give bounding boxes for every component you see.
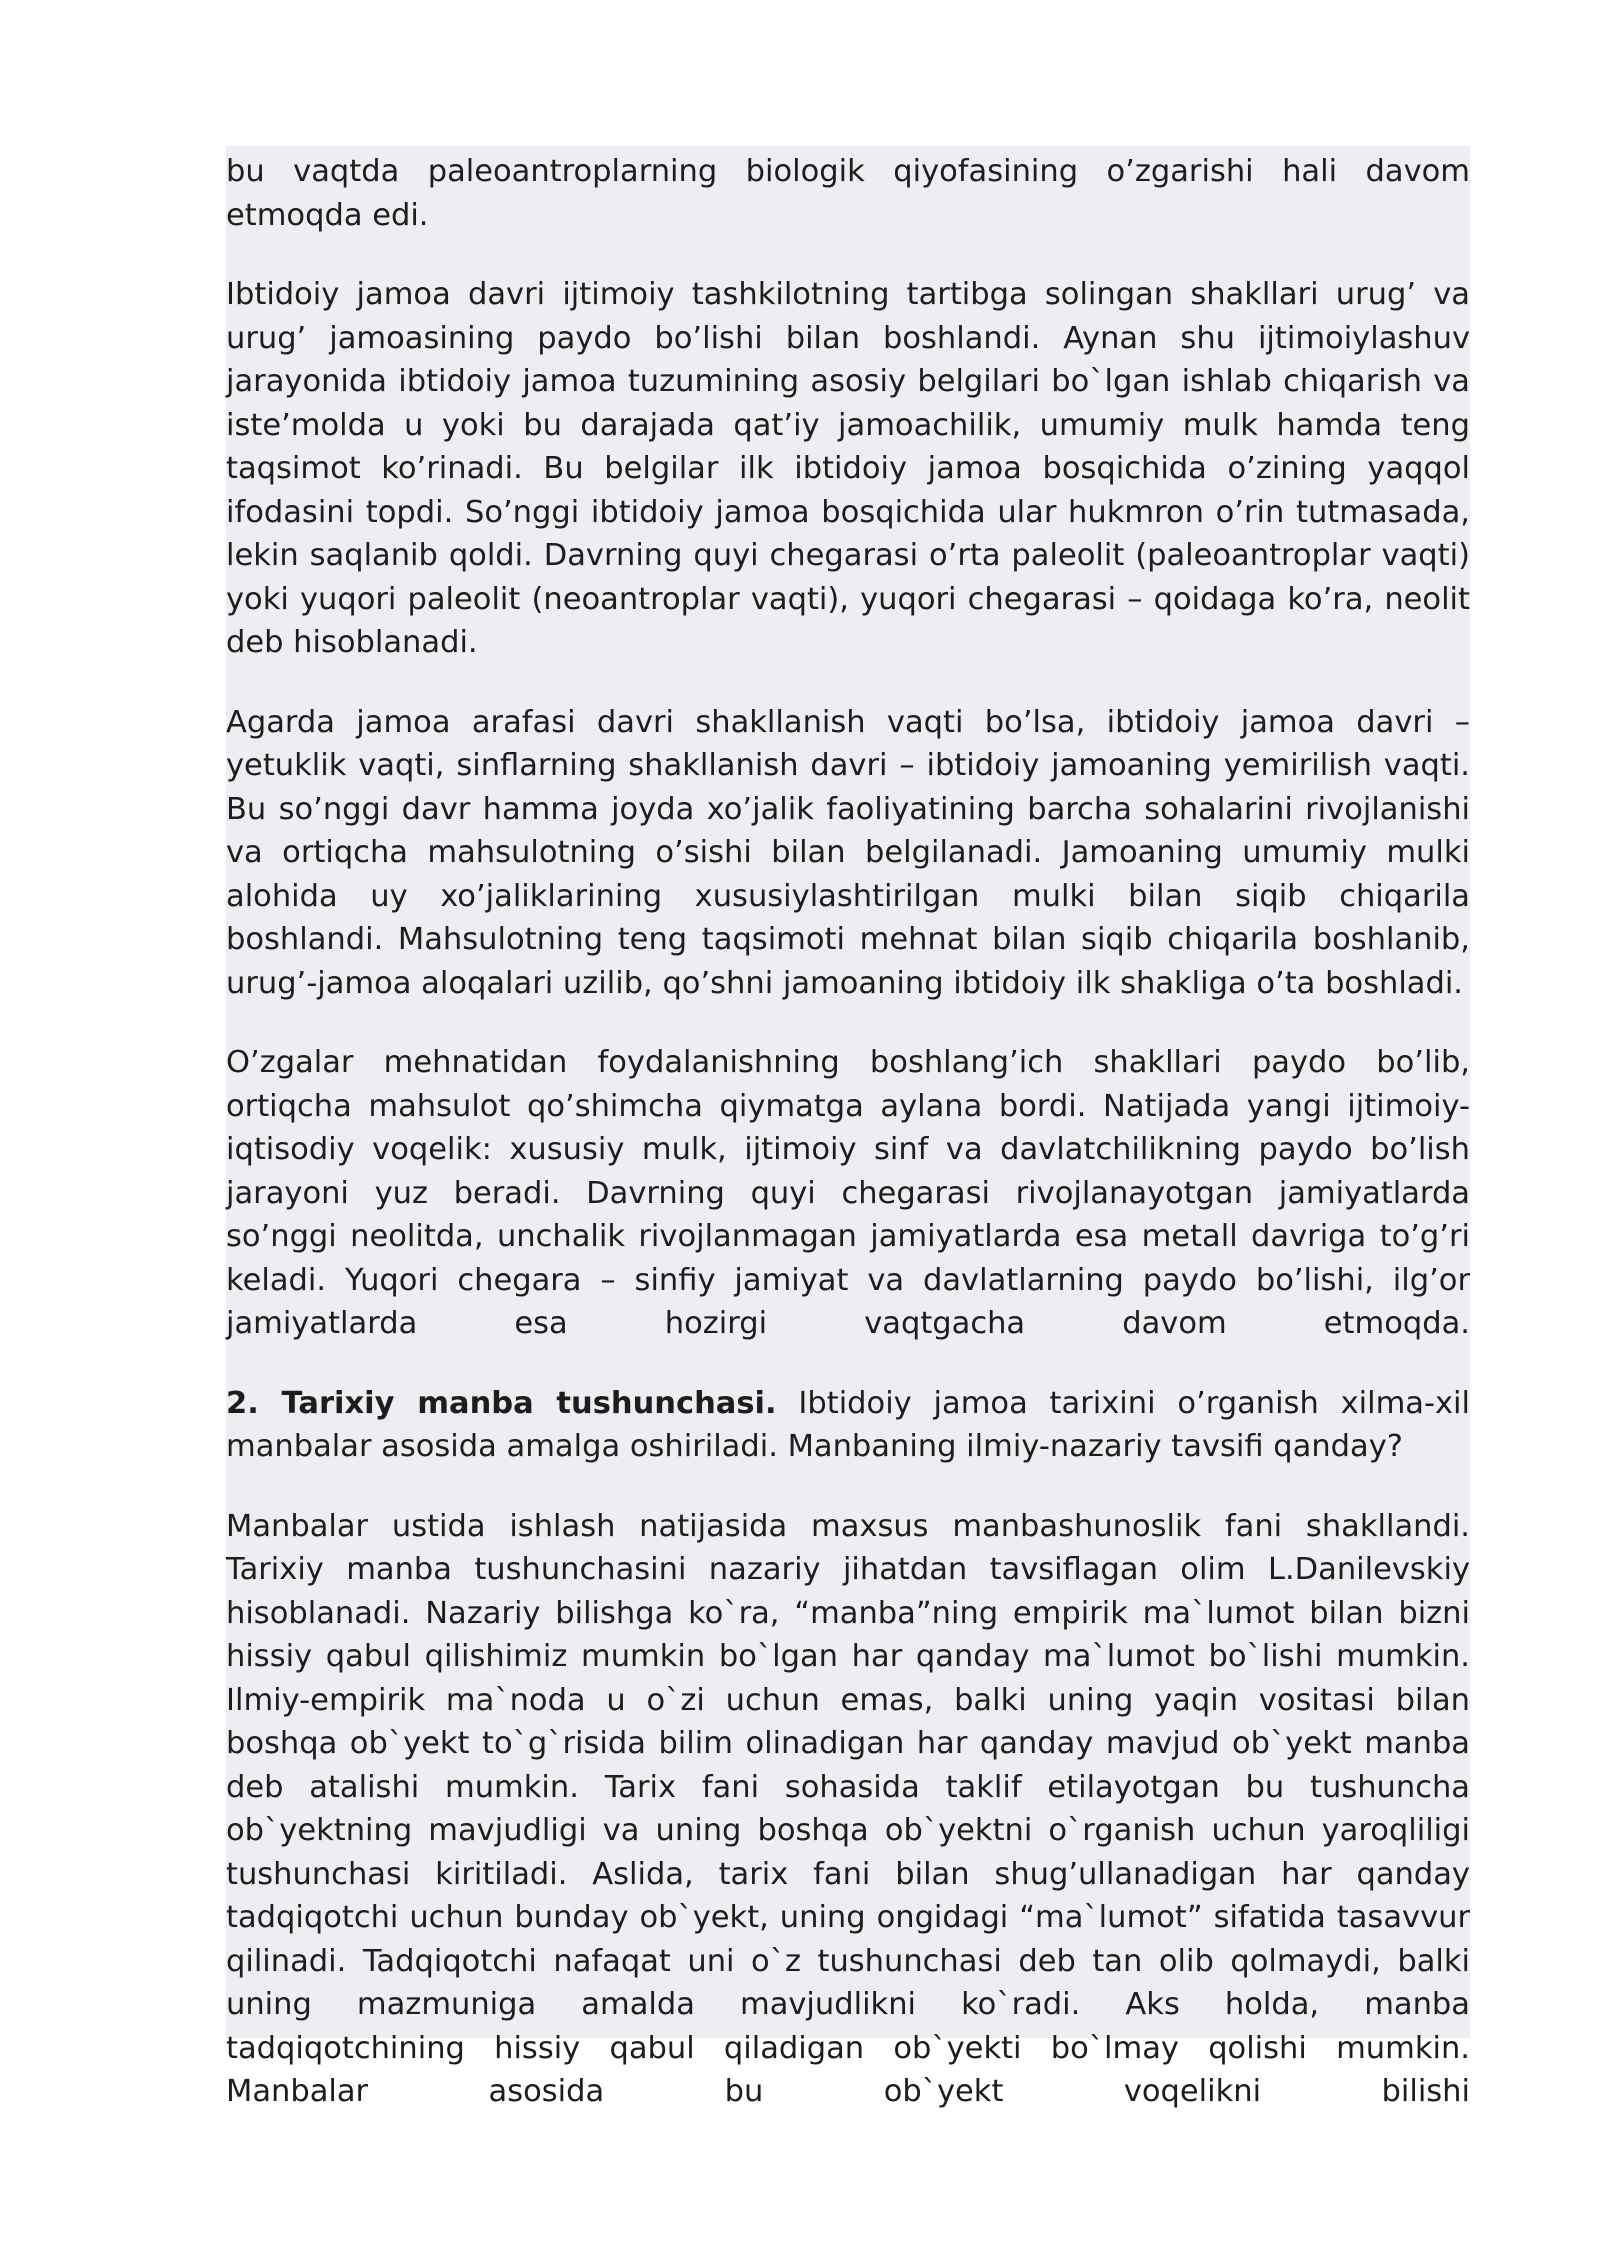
section-2-heading: 2. Tarixiy manba tushunchasi. xyxy=(226,1385,777,1421)
paragraph-1: bu vaqtda paleoantroplarning biologik qiyofasining o’zgarishi hali davom etmoqda edi. xyxy=(226,154,1470,233)
document-body xyxy=(226,150,1470,2114)
section-2-body: Manbalar ustida ishlash natijasida maxsus manbashunoslik fani shakllandi. Tarixiy manba tushunchasini nazariy jihatdan tavsiflagan olim L.Danilevskiy hisoblanadi. Nazariy bilishga ko`ra, “manba”ning empirik ma`lumot bilan bizni hissiy qabul qilishimiz mumkin bo`lgan har qanday ma`lumot bo`lishi mumkin. Ilmiy-empirik ma`noda u o`zi uchun emas, balki uning yaqin vositasi bilan boshqa ob`yekt to`g`risida bilim olinadigan har qanday mavjud ob`yekt manba deb atalishi mumkin. Tarix fani sohasida taklif etilayotgan bu tushuncha ob`yektning mavjudligi va uning boshqa ob`yektni o`rganish uchun yaroqliligi tushunchasi kiritiladi. Aslida, tarix fani bilan shug’ullanadigan har qanday tadqiqotchi uchun bunday ob`yekt, uning ongidagi “ma`lumot” sifatida tasavvur qilinadi. Tadqiqotchi nafaqat uni o`z tushunchasi deb tan olib qolmaydi, balki uning mazmuniga amalda mavjudlikni ko`radi. Aks holda, manba tadqiqotchining hissiy qabul qiladigan ob`yekti bo`lmay qolishi mumkin. Manbalar asosida bu ob`yekt voqelikni bilishi xyxy=(226,1508,1470,2109)
paragraph-2: Ibtidoiy jamoa davri ijtimoiy tashkilotning tartibga solingan shakllari urug’ va urug’ jamoasining paydo bo’lishi bilan boshlandi. Aynan shu ijtimoiylashuv jarayonida ibtidoiy jamoa tuzumining asosiy belgilari bo`lgan ishlab chiqarish va iste’molda u yoki bu darajada qat’iy jamoachilik, umumiy mulk hamda teng taqsimot ko’rinadi. Bu belgilar ilk ibtidoiy jamoa bosqichida o’zining yaqqol ifodasini topdi. So’nggi ibtidoiy jamoa bosqichida ular hukmron o’rin tutmasada, lekin saqlanib qoldi. Davrning quyi chegarasi o’rta paleolit (paleoantroplar vaqti) yoki yuqori paleolit (neoantroplar vaqti), yuqori chegarasi – qoidaga ko’ra, neolit deb hisoblanadi. xyxy=(226,277,1470,660)
paragraph-3: Agarda jamoa arafasi davri shakllanish vaqti bo’lsa, ibtidoiy jamoa davri – yetuklik vaqti, sinflarning shakllanish davri – ibtidoiy jamoaning yemirilish vaqti. Bu so’nggi davr hamma joyda xo’jalik faoliyatining barcha sohalarini rivojlanishi va ortiqcha mahsulotning o’sishi bilan belgilanadi. Jamoaning umumiy mulki alohida uy xo’jaliklarining xususiylashtirilgan mulki bilan siqib chiqarila boshlandi. Mahsulotning teng taqsimoti mehnat bilan siqib chiqarila boshlanib, urug’-jamoa aloqalari uzilib, qo’shni jamoaning ibtidoiy ilk shakliga o’ta boshladi. xyxy=(226,704,1470,1001)
section-2-paragraph xyxy=(226,1382,1470,1469)
section-2-intro: Ibtidoiy jamoa tarixini o’rganish xilma-xil manbalar asosida amalga oshiriladi. Manbaning ilmiy-nazariy tavsifi qanday? xyxy=(226,1385,1470,1464)
paragraph-4: O’zgalar mehnatidan foydalanishning boshlang’ich shakllari paydo bo’lib, ortiqcha mahsulot qo’shimcha qiymatga aylana bordi. Natijada yangi ijtimoiy-iqtisodiy voqelik: xususiy mulk, ijtimoiy sinf va davlatchilikning paydo bo’lish jarayoni yuz beradi. Davrning quyi chegarasi rivojlanayotgan jamiyatlarda so’nggi neolitda, unchalik rivojlanmagan jamiyatlarda esa metall davriga to’g’ri keladi. Yuqori chegara – sinfiy jamiyat va davlatlarning paydo bo’lishi, ilg’or jamiyatlarda esa hozirgi vaqtgacha davom etmoqda. xyxy=(226,1045,1470,1341)
